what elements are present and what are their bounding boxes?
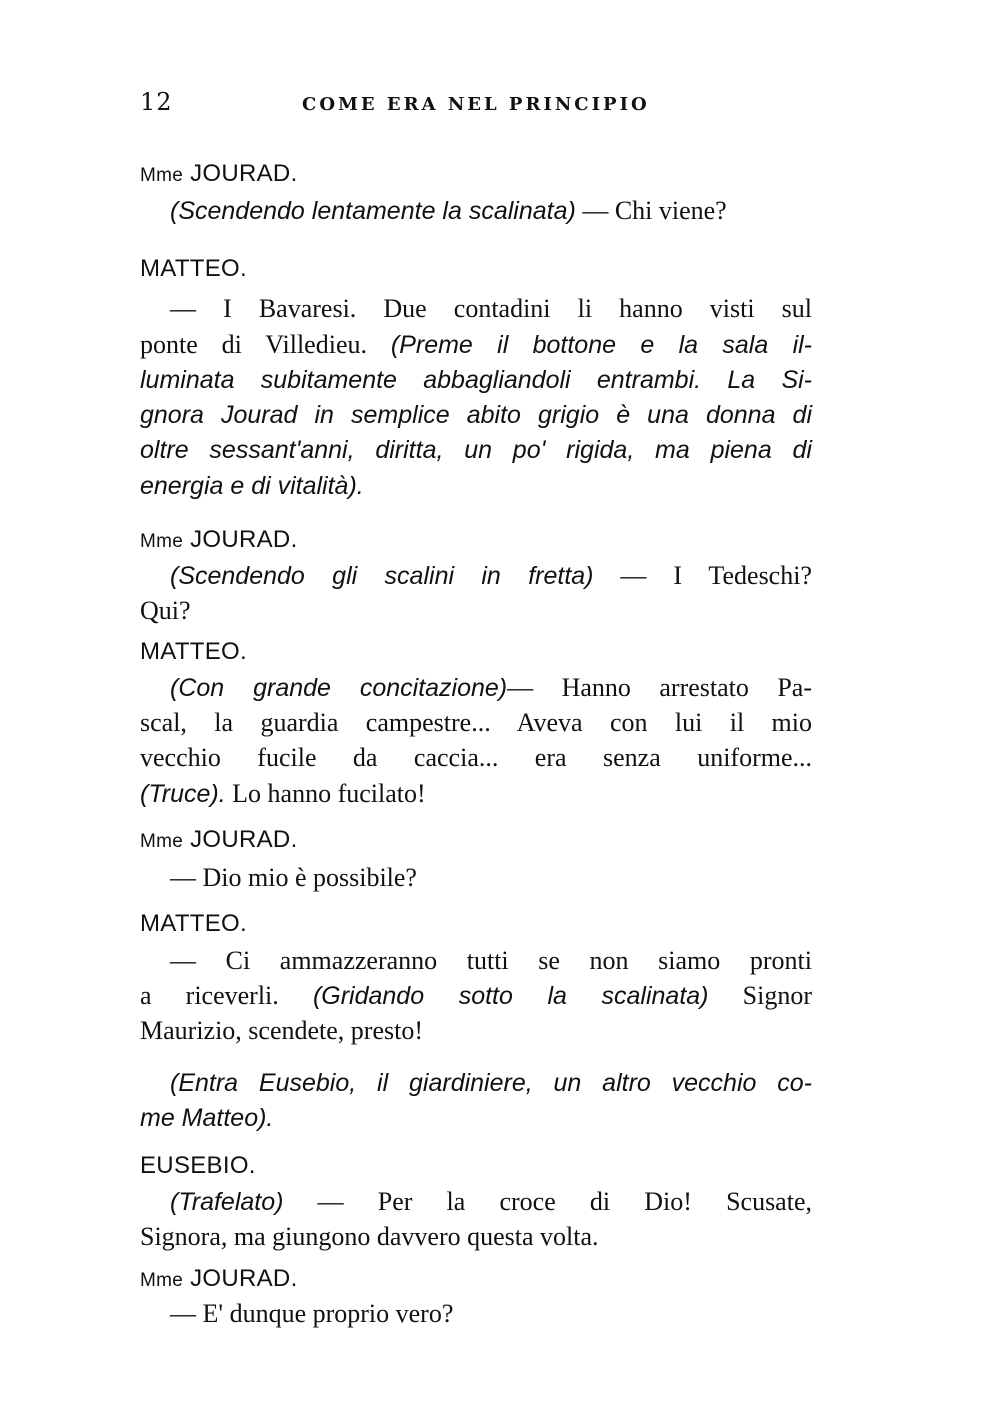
stage-direction-line	[140, 1101, 812, 1135]
stage-direction: luminata subitamente abbagliandoli entrambi. La Si-	[140, 366, 812, 394]
stage-direction-line	[140, 363, 812, 397]
dialogue-text: scal, la guardia campestre... Aveva con lui il mio	[140, 708, 812, 737]
stage-direction: (Truce).	[140, 780, 226, 808]
dialogue-line	[170, 292, 812, 326]
dialogue-text: — Chi viene?	[575, 196, 727, 225]
dialogue-line	[170, 194, 812, 228]
speaker-name: JOURAD.	[183, 526, 298, 553]
stage-direction: oltre sessant'anni, diritta, un po' rigida, ma piena di	[140, 436, 812, 464]
speaker-name: JOURAD.	[183, 826, 298, 853]
dialogue-text: Signora, ma giungono davvero questa volta.	[140, 1222, 599, 1251]
stage-direction-line	[140, 398, 812, 432]
speaker-mme-jourad	[140, 526, 298, 554]
dialogue-line	[140, 1014, 812, 1048]
speaker-mme-jourad	[140, 160, 298, 188]
page-header	[140, 88, 820, 128]
speaker-title-abbr: Mme	[140, 831, 184, 852]
speaker-title-abbr: Mme	[140, 165, 184, 186]
dialogue-text: — I Tedeschi?	[593, 561, 812, 590]
dialogue-line	[170, 1297, 812, 1331]
dialogue-text: — Per la croce di Dio! Scusate,	[283, 1187, 812, 1216]
dialogue-text: vecchio fucile da caccia... era senza uniforme...	[140, 743, 812, 772]
speaker-name: MATTEO.	[140, 255, 247, 282]
dialogue-text: — Ci ammazzeranno tutti se non siamo pronti	[170, 946, 812, 975]
dialogue-line	[140, 1220, 812, 1254]
stage-direction: (Entra Eusebio, il giardiniere, un altro vecchio co-	[170, 1069, 812, 1097]
dialogue-line	[170, 861, 812, 895]
speaker-title-abbr: Mme	[140, 531, 184, 552]
dialogue-text: Maurizio, scendete, presto!	[140, 1016, 424, 1045]
dialogue-line	[140, 594, 812, 628]
dialogue-line	[170, 1185, 812, 1219]
dialogue-line	[140, 328, 812, 362]
running-title: COME ERA NEL PRINCIPIO	[302, 94, 650, 115]
dialogue-line	[140, 979, 812, 1013]
speaker-mme-jourad	[140, 826, 298, 854]
speaker-matteo	[140, 255, 247, 283]
dialogue-line	[140, 741, 812, 775]
dialogue-text: ponte di Villedieu.	[140, 330, 391, 359]
dialogue-text: Qui?	[140, 596, 191, 625]
dialogue-text: Lo hanno fucilato!	[225, 779, 426, 808]
stage-direction: (Gridando sotto la scalinata)	[312, 982, 709, 1010]
speaker-name: MATTEO.	[140, 638, 247, 665]
stage-direction-line	[140, 433, 812, 467]
speaker-matteo	[140, 638, 247, 666]
stage-direction-line	[140, 469, 812, 503]
dialogue-text: — E' dunque proprio vero?	[170, 1299, 454, 1328]
speaker-matteo	[140, 910, 247, 938]
speaker-name: EUSEBIO.	[140, 1152, 256, 1179]
speaker-name: JOURAD.	[183, 160, 298, 187]
stage-direction: (Preme il bottone e la sala il-	[390, 331, 812, 359]
page-number: 12	[140, 88, 173, 116]
dialogue-text: Signor	[708, 981, 812, 1010]
speaker-name: JOURAD.	[183, 1265, 298, 1292]
speaker-title-abbr: Mme	[140, 1270, 184, 1291]
dialogue-line	[140, 706, 812, 740]
stage-direction: (Scendendo lentamente la scalinata)	[170, 197, 576, 225]
stage-direction-line	[170, 1066, 812, 1100]
dialogue-text: a riceverli.	[140, 981, 313, 1010]
stage-direction: me Matteo).	[140, 1104, 274, 1132]
stage-direction: gnora Jourad in semplice abito grigio è una donna di	[140, 401, 812, 429]
dialogue-line	[170, 671, 812, 705]
dialogue-line	[170, 559, 812, 593]
dialogue-text: — I Bavaresi. Due contadini li hanno visti sul	[170, 294, 812, 323]
stage-direction: (Con grande concitazione)	[170, 674, 508, 702]
dialogue-line	[170, 944, 812, 978]
speaker-mme-jourad	[140, 1265, 298, 1293]
stage-direction: energia e di vitalità).	[140, 472, 364, 500]
stage-direction: (Scendendo gli scalini in fretta)	[170, 562, 594, 590]
speaker-eusebio	[140, 1152, 256, 1180]
speaker-name: MATTEO.	[140, 910, 247, 937]
dialogue-text: — Hanno arrestato Pa-	[507, 673, 812, 702]
dialogue-line	[140, 777, 812, 811]
dialogue-text: — Dio mio è possibile?	[170, 863, 417, 892]
stage-direction: (Trafelato)	[170, 1188, 284, 1216]
